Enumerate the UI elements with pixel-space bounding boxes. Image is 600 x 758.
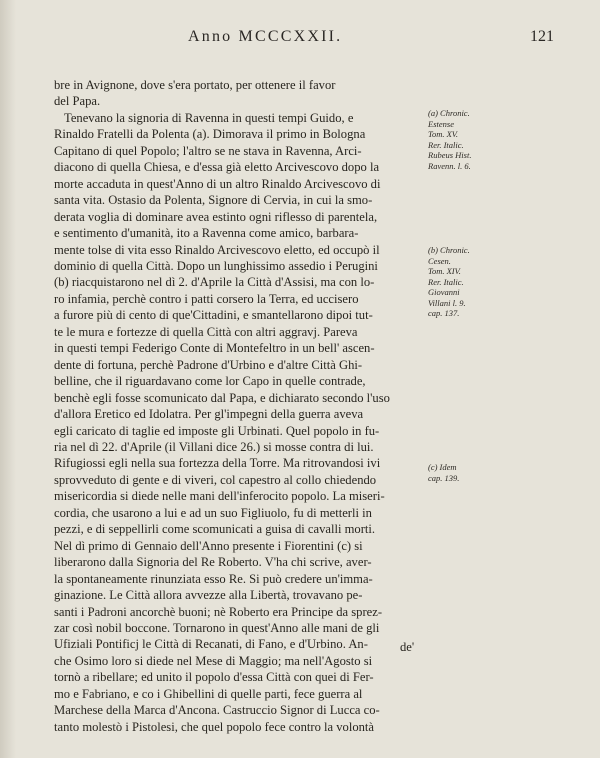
note-line: Ravenn. l. 6. <box>428 160 471 171</box>
text-line: ginazione. Le Città allora avvezze alla Libertà, trovavano pe- <box>54 588 363 603</box>
margin-note-a <box>428 108 488 171</box>
text-line: cordia, che usarono a lui e ad un suo Figliuolo, fu di metterli in <box>54 505 372 520</box>
text-line: (b) riacquistarono nel dì 2. d'Aprile la Città d'Assisi, ma con lo- <box>54 275 375 290</box>
text-line: misericordia si diede nelle mani dell'inferocito popolo. La miseri- <box>54 489 385 504</box>
note-line: Estense <box>428 118 454 129</box>
text-line: Rinaldo Fratelli da Polenta (a). Dimorava il primo in Bologna <box>54 127 366 142</box>
text-line: Marchese della Marca d'Ancona. Castruccio Signor di Lucca co- <box>54 703 380 718</box>
catchword: de' <box>400 640 415 654</box>
text-line: liberarono dalla Signoria del Re Roberto. V'ha chi scrive, aver- <box>54 555 372 570</box>
text-line: Capitano di quel Popolo; l'altro se ne stava in Ravenna, Arci- <box>54 143 362 158</box>
text-line: dente di fortuna, perchè Padrone d'Urbino e d'altre Città Ghi- <box>54 357 363 372</box>
note-line: (c) Idem <box>428 462 457 472</box>
text-line: la spontaneamente rinunziata esso Re. Si può credere un'imma- <box>54 571 373 586</box>
note-line: cap. 139. <box>428 472 460 483</box>
text-line: ro infamia, perchè contro i patti corsero la Terra, ed uccisero <box>54 291 359 306</box>
note-line: Villani l. 9. <box>428 297 466 308</box>
note-line: Rer. Italic. <box>428 139 464 150</box>
text-line: mente tolse di vita esso Rinaldo Arcivescovo eletto, ed occupò il <box>54 242 380 257</box>
note-line: Rer. Italic. <box>428 276 464 287</box>
text-line: santi i Padroni ancorchè buoni; nè Roberto era Principe da sprez- <box>54 604 383 619</box>
note-line: Tom. XV. <box>428 129 458 139</box>
text-line: te le mura e fortezze di quella Città con altri aggravj. Pareva <box>54 324 358 339</box>
text-line: egli caricato di taglie ed imposte gli Urbinati. Quel popolo in fu- <box>54 423 380 438</box>
text-line: bre in Avignone, dove s'era portato, per ottenere il favor <box>54 78 336 92</box>
text-line: Nel dì primo di Gennaio dell'Anno presente i Fiorentini (c) si <box>54 538 363 553</box>
margin-note-b <box>428 245 488 319</box>
note-line: (b) Chronic. <box>428 245 470 255</box>
note-line: Giovanni <box>428 287 460 297</box>
text-line: santa vita. Ostasio da Polenta, Signore di Cervia, in cui la smo- <box>54 193 373 208</box>
text-line: a furore più di cento di que'Cittadini, e smantellarono dipoi tut- <box>54 308 373 323</box>
margin-note-c <box>428 462 488 483</box>
text-line: diacono di quella Chiesa, e d'essa già eletto Arcivescovo dopo la <box>54 160 380 175</box>
text-line: che Osimo loro si diede nel Mese di Maggio; ma nell'Agosto si <box>54 653 373 668</box>
text-line: ria nel dì 22. d'Aprile (il Villani dice 26.) si mosse contra di lui. <box>54 439 374 454</box>
text-line: benchè egli fosse scomunicato dal Papa, e dichiarato secondo l'uso <box>54 390 390 405</box>
note-line: Rubeus Hist. <box>428 150 472 160</box>
text-line: d'allora Eretico ed Idolatra. Per gl'impegni della guerra aveva <box>54 407 364 422</box>
page-number: 121 <box>530 28 554 45</box>
text-line: dominio di quella Città. Dopo un lunghissimo assedio i Perugini <box>54 258 378 273</box>
text-line: pezzi, e di seppellirli come scomunicati a guisa di cavalli morti. <box>54 522 376 537</box>
note-line: Cesen. <box>428 255 451 266</box>
text-line: tanto molestò i Pistolesi, che quel popolo fece contro la volontà <box>54 719 375 734</box>
text-line: morte accaduta in quest'Anno di un altro Rinaldo Arcivescovo di <box>54 176 381 191</box>
text-line: zar così nobil boccone. Tornarono in quest'Anno alle mani de gli <box>54 620 380 635</box>
text-line: e sentimento d'umanità, ito a Ravenna come amico, barbara- <box>54 226 359 241</box>
text-line: derata voglia di dominare avea estinto ogni riflesso di parentela, <box>54 209 378 224</box>
note-line: cap. 137. <box>428 308 460 318</box>
text-line: sprovveduto di gente e di viveri, col capestro al collo chiedendo <box>54 472 377 487</box>
text-line: tornò a ribellare; ed unito il popolo d'essa Città con quei di Fer- <box>54 670 374 685</box>
text-line: mo e Fabriano, e co i Ghibellini di quelle parti, fece guerra al <box>54 686 363 701</box>
text-line: Tenevano la signoria di Ravenna in questi tempi Guido, e <box>64 110 354 125</box>
text-line: in questi tempi Federigo Conte di Montefeltro in un bell' ascen- <box>54 341 375 356</box>
body-text <box>54 77 432 735</box>
note-line: Tom. XIV. <box>428 266 461 276</box>
note-line: (a) Chronic. <box>428 108 470 118</box>
page-fold-shadow <box>0 0 16 758</box>
text-line: Ufiziali Pontificj le Città di Recanati, di Fano, e d'Urbino. An- <box>54 637 368 652</box>
text-line: Rifugiossi egli nella sua fortezza della Torre. Ma ritrovandosi ivi <box>54 456 381 471</box>
text-line: belline, che il riguardavano come lor Capo in quelle contrade, <box>54 374 366 389</box>
text-line: del Papa. <box>54 94 101 109</box>
running-header: Anno MCCCXXII. <box>188 28 343 45</box>
